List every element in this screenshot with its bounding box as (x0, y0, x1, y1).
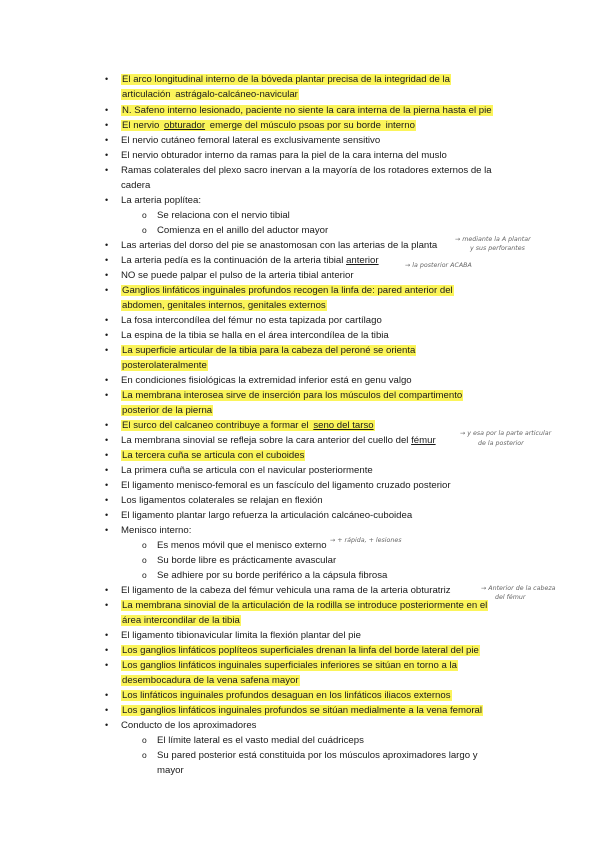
text-segment: La primera cuña se articula con el navicular posteriormente (121, 465, 373, 476)
line-text (157, 568, 387, 583)
list-item (0, 373, 599, 388)
text-segment: anterior (346, 255, 379, 266)
line-text (121, 133, 380, 148)
list-item (0, 358, 599, 373)
line-text (157, 208, 290, 223)
bullet-marker: • (105, 195, 109, 205)
handwritten-note: de la posterior (478, 440, 524, 447)
highlighted-text: Ganglios linfáticos inguinales profundos recogen la linfa de: pared anterior del (122, 285, 453, 296)
list-item (0, 643, 599, 658)
list-item (0, 403, 599, 418)
list-item (0, 523, 599, 538)
text-segment: El límite lateral es el vasto medial del cuádriceps (157, 735, 364, 746)
bullet-marker: • (105, 375, 109, 385)
bullet-marker: • (105, 435, 109, 445)
list-item (0, 253, 599, 268)
line-text (121, 418, 375, 433)
highlighted-text: posterior de la pierna (122, 405, 213, 416)
sub-list-item (0, 748, 599, 763)
text-segment: El nervio obturador interno da ramas para la piel de la cara interna del muslo (121, 150, 447, 161)
bullet-marker: • (105, 480, 109, 490)
line-text (121, 613, 241, 628)
line-text (121, 358, 208, 373)
line-text (121, 523, 191, 538)
bullet-marker: • (105, 330, 109, 340)
sub-bullet-marker: o (142, 540, 147, 550)
line-text (121, 238, 437, 253)
highlighted-text: N. Safeno interno lesionado, paciente no siente la cara interna de la pierna hasta el pie (122, 105, 492, 116)
line-text (121, 643, 480, 658)
list-item (0, 448, 599, 463)
text-segment: Conducto de los aproximadores (121, 720, 257, 731)
highlighted-text: El nervio (122, 120, 162, 131)
list-item (0, 343, 599, 358)
text-segment: cadera (121, 180, 151, 191)
list-item (0, 388, 599, 403)
line-text (121, 148, 447, 163)
text-segment: El ligamento plantar largo refuerza la articulación calcáneo-cuboidea (121, 510, 413, 521)
list-item (0, 463, 599, 478)
list-item (0, 87, 599, 102)
list-item (0, 628, 599, 643)
list-item (0, 688, 599, 703)
highlighted-text: abdomen, genitales internos, genitales externos (122, 300, 326, 311)
line-text (121, 268, 354, 283)
bullet-marker: • (105, 600, 109, 610)
bullet-marker: • (105, 270, 109, 280)
sub-list-item (0, 208, 599, 223)
highlighted-text: desembocadura de la vena safena mayor (122, 675, 299, 686)
line-text (121, 163, 492, 178)
text-segment: fémur (411, 435, 436, 446)
text-segment: El nervio cutáneo femoral lateral es exclusivamente sensitivo (121, 135, 381, 146)
handwritten-note: del fémur (495, 594, 526, 601)
list-item (0, 703, 599, 718)
line-text (121, 313, 382, 328)
text-segment: Ramas colaterales del plexo sacro inervan a la mayoría de los rotadores externos de la (121, 165, 492, 176)
sub-list-item (0, 553, 599, 568)
bullet-marker: • (105, 285, 109, 295)
line-text (121, 478, 451, 493)
highlighted-text: Los ganglios linfáticos inguinales superficiales inferiores se sitúan en torno a la (122, 660, 457, 671)
list-item (0, 103, 599, 118)
highlighted-text: El surco del calcaneo contribuye a formar el (122, 420, 312, 431)
list-item (0, 328, 599, 343)
line-text (157, 733, 364, 748)
text-segment: Los ligamentos colaterales se relajan en flexión (121, 495, 323, 506)
text-segment: La arteria poplítea: (121, 195, 202, 206)
highlighted-text: La membrana sinovial de la articulación de la rodilla se introduce posteriormente en el (122, 600, 488, 611)
bullet-marker: • (105, 660, 109, 670)
sub-list-item (0, 733, 599, 748)
list-item (0, 298, 599, 313)
highlighted-text: La tercera cuña se articula con el cuboides (122, 450, 305, 461)
list-item (0, 718, 599, 733)
list-item (0, 658, 599, 673)
bullet-marker: • (105, 150, 109, 160)
line-text (121, 463, 373, 478)
highlighted-text: obturador (164, 120, 206, 131)
text-segment: Su borde libre es prácticamente avascular (157, 555, 337, 566)
highlighted-text: emerge del músculo psoas por su borde (207, 120, 384, 131)
bullet-marker: • (105, 420, 109, 430)
list-item (0, 133, 599, 148)
line-text (121, 703, 483, 718)
bullet-marker: • (105, 525, 109, 535)
sub-bullet-marker: o (142, 735, 147, 745)
sub-bullet-marker: o (142, 225, 147, 235)
handwritten-note: → Anterior de la cabeza (481, 585, 556, 592)
list-item (0, 193, 599, 208)
bullet-marker: • (105, 720, 109, 730)
highlighted-text: Los ganglios linfáticos poplíteos superficiales drenan la linfa del borde lateral del pie (122, 645, 479, 656)
list-item (0, 163, 599, 178)
highlighted-text: La superficie articular de la tibia para la cabeza del peroné se orienta (122, 345, 416, 356)
bullet-marker: • (105, 630, 109, 640)
list-item (0, 148, 599, 163)
line-text (157, 223, 328, 238)
line-text (121, 118, 416, 133)
bullet-marker: • (105, 345, 109, 355)
bullet-marker: • (105, 315, 109, 325)
text-segment: Es menos móvil que el menisco externo (157, 540, 327, 551)
line-text (157, 553, 336, 568)
text-segment: El ligamento tibionavicular limita la flexión plantar del pie (121, 630, 361, 641)
highlighted-text: articulación (122, 89, 174, 100)
text-segment: La arteria pedía es la continuación de la arteria tibial (121, 255, 347, 266)
line-text (121, 283, 454, 298)
line-text (121, 403, 213, 418)
text-segment: Se relaciona con el nervio tibial (157, 210, 290, 221)
handwritten-note: → + rápida, + lesiones (330, 537, 402, 544)
list-item (0, 478, 599, 493)
list-item (0, 613, 599, 628)
text-segment: La fosa intercondílea del fémur no esta tapizada por cartílago (121, 315, 382, 326)
bullet-marker: • (105, 585, 109, 595)
text-segment: Se adhiere por su borde periférico a la cápsula fibrosa (157, 570, 388, 581)
line-text (121, 178, 150, 193)
line-text (121, 658, 458, 673)
line-text (121, 508, 412, 523)
handwritten-note: y sus perforantes (470, 245, 525, 252)
sub-list-item (0, 538, 599, 553)
line-text (121, 87, 299, 102)
text-segment: La espina de la tibia se halla en el área intercondílea de la tibia (121, 330, 389, 341)
bullet-marker: • (105, 240, 109, 250)
bullet-marker: • (105, 465, 109, 475)
line-text (121, 373, 412, 388)
line-text (121, 718, 256, 733)
line-text (121, 298, 327, 313)
sub-bullet-marker: o (142, 555, 147, 565)
bullet-marker: • (105, 390, 109, 400)
line-text (157, 538, 327, 553)
sub-bullet-marker: o (142, 210, 147, 220)
highlighted-text: área intercondilar de la tibia (122, 615, 240, 626)
list-item (0, 508, 599, 523)
line-text (121, 493, 323, 508)
text-segment: El ligamento menisco-femoral es un fascículo del ligamento cruzado posterior (121, 480, 451, 491)
line-text (121, 103, 493, 118)
bullet-marker: • (105, 135, 109, 145)
line-text (121, 253, 379, 268)
line-text (157, 748, 478, 763)
line-text (121, 583, 451, 598)
bullet-marker: • (105, 705, 109, 715)
highlighted-text: seno del tarso (313, 420, 374, 431)
line-text (121, 448, 305, 463)
line-text (121, 388, 463, 403)
text-segment: mayor (157, 765, 184, 776)
highlighted-text: interno (385, 120, 415, 131)
bullet-marker: • (105, 450, 109, 460)
handwritten-note: → la posterior ACABA (405, 262, 472, 269)
list-item (0, 313, 599, 328)
handwritten-note: → mediante la A plantar (455, 236, 531, 243)
highlighted-text: El arco longitudinal interno de la bóveda plantar precisa de la integridad de la (122, 74, 451, 85)
bullet-marker: • (105, 255, 109, 265)
highlighted-text: posterolateralmente (122, 360, 207, 371)
list-item (0, 283, 599, 298)
list-item (0, 118, 599, 133)
list-item (0, 178, 599, 193)
highlighted-text: Los linfáticos inguinales profundos desaguan en los linfáticos iliacos externos (122, 690, 451, 701)
sub-list-item (0, 763, 599, 778)
list-item (0, 72, 599, 87)
line-text (121, 598, 488, 613)
line-text (121, 673, 300, 688)
line-text (121, 193, 201, 208)
list-item (0, 268, 599, 283)
bullet-marker: • (105, 74, 109, 84)
sub-bullet-marker: o (142, 570, 147, 580)
line-text (121, 688, 452, 703)
text-segment: En condiciones fisiológicas la extremidad inferior está en genu valgo (121, 375, 412, 386)
bullet-marker: • (105, 120, 109, 130)
line-text (121, 433, 436, 448)
text-segment: NO se puede palpar el pulso de la arteria tibial anterior (121, 270, 354, 281)
text-segment: La membrana sinovial se refleja sobre la cara anterior del cuello del (121, 435, 412, 446)
line-text (121, 72, 451, 87)
bullet-marker: • (105, 645, 109, 655)
line-text (121, 343, 416, 358)
text-segment: Las arterias del dorso del pie se anastomosan con las arterias de la planta (121, 240, 438, 251)
handwritten-note: → y esa por la parte articular (460, 430, 552, 437)
bullet-marker: • (105, 165, 109, 175)
sub-bullet-marker: o (142, 750, 147, 760)
list-item (0, 493, 599, 508)
highlighted-text: Los ganglios linfáticos inguinales profundos se sitúan medialmente a la vena femoral (122, 705, 482, 716)
bullet-marker: • (105, 510, 109, 520)
bullet-marker: • (105, 495, 109, 505)
list-item (0, 673, 599, 688)
line-text (157, 763, 184, 778)
highlighted-text: La membrana interosea sirve de inserción para los músculos del compartimento (122, 390, 463, 401)
text-segment: Comienza en el anillo del aductor mayor (157, 225, 329, 236)
line-text (121, 328, 389, 343)
text-segment: Menisco interno: (121, 525, 192, 536)
sub-list-item (0, 568, 599, 583)
bullet-marker: • (105, 105, 109, 115)
line-text (121, 628, 361, 643)
highlighted-text: astrágalo-calcáneo-navicular (175, 89, 298, 100)
text-segment: El ligamento de la cabeza del fémur vehicula una rama de la arteria obturatriz (121, 585, 451, 596)
text-segment: Su pared posterior está constituida por los músculos aproximadores largo y (157, 750, 478, 761)
bullet-marker: • (105, 690, 109, 700)
